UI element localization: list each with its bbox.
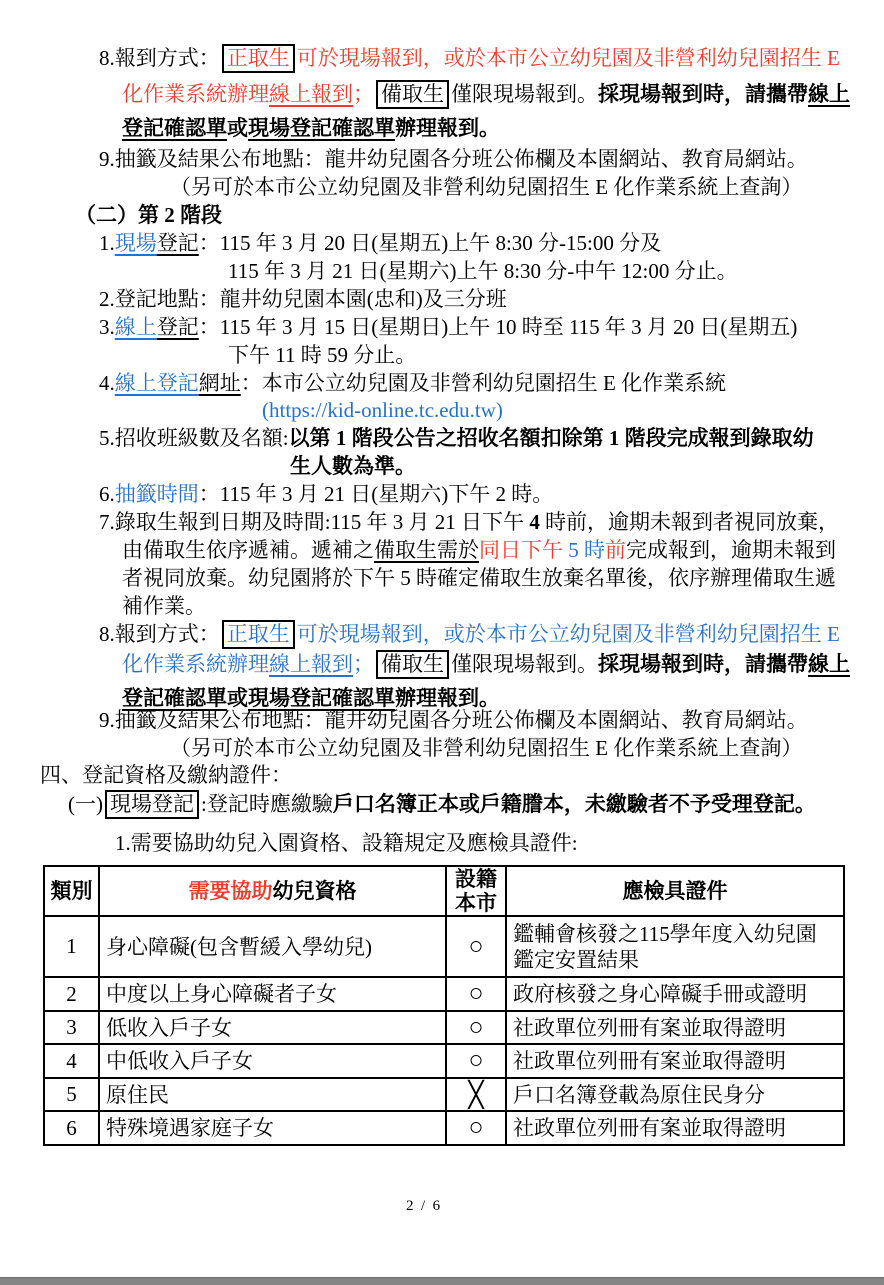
table-body [44,916,844,1145]
table-cell: 低收入戶子女 [99,1011,446,1044]
text-segment: 以第 1 階段公告之招收名額扣除第 1 階段完成報到錄取幼 [288,426,814,450]
text-line [122,593,206,620]
text-line [99,314,797,341]
text-segment: 115 年 3 月 21 日(星期六)上午 8:30 分-中午 12:00 分止。 [228,259,738,283]
text-segment: 戶口名簿正本或戶籍謄本，未繳驗者不予受理登記。 [332,792,816,816]
table-cell: 原住民 [99,1078,446,1111]
text-segment: 3. [99,315,115,339]
text-segment: ：115 年 3 月 21 日(星期六)下午 2 時。 [198,482,554,506]
residency-mark-cell: ○ [446,1044,506,1078]
table-row [44,916,844,977]
text-line [99,230,661,257]
text-line [99,44,840,73]
table-cell: 社政單位列冊有案並取得證明 [506,1111,844,1145]
table-cell: 政府核發之身心障礙手冊或證明 [506,977,844,1011]
text-segment: 登記 [156,231,199,255]
text-segment: 登記確認單 [122,116,227,140]
residency-mark-cell: ╳ [446,1078,506,1111]
table-cell: 社政單位列冊有案並取得證明 [506,1011,844,1044]
residency-mark-cell: ○ [446,916,506,977]
text-segment: 完成報到，逾期未報到 [626,538,836,562]
text-segment: 化作業系統辦理 [122,652,269,676]
boxed-term: 正取生 [222,44,295,73]
table-row [44,1078,844,1111]
text-segment: 四、登記資格及繳納證件： [40,763,292,787]
table-row [44,1044,844,1078]
text-segment: 生人數為準。 [290,454,416,478]
text-segment: 僅限現場報到。 [451,82,598,106]
text-segment: ：115 年 3 月 15 日(星期日)上午 10 時至 115 年 3 月 20 日(星期五) [198,315,798,339]
text-segment: 採現場報到時，請攜帶 [598,82,808,106]
text-segment: 5 時 [568,538,605,562]
text-segment: 現場登記確認單 [248,116,395,140]
text-line [99,481,553,508]
text-line [122,80,850,109]
text-segment: 5.招收班級數及名額: [99,426,289,450]
table-cell: 4 [44,1044,99,1078]
text-line [99,286,507,313]
text-segment: 登記 [156,315,199,339]
table-cell: 特殊境遇家庭子女 [99,1111,446,1145]
boxed-term: 現場登記 [105,790,199,819]
text-segment: 現場 [114,231,157,255]
text-line [99,146,808,173]
text-segment: 需要協助 [188,879,273,903]
boxed-term: 備取生 [376,80,449,109]
text-line [122,565,836,592]
text-segment: 辦理報到。 [395,116,500,140]
text-line [40,762,292,789]
text-segment: 6. [99,482,115,506]
text-segment: 線上登記 [114,371,199,395]
table-cell: 1 [44,916,99,977]
table-row [44,1111,844,1145]
text-segment: 網址 [198,371,241,395]
text-segment: 線上 [114,315,157,339]
text-segment: 現場登記確認單 [248,686,395,710]
table-cell: 鑑輔會核發之115學年度入幼兒園鑑定安置結果 [506,916,844,977]
text-segment: 幼兒資格 [272,879,357,903]
text-segment: 8. [99,46,115,70]
text-segment: 7.錄取生報到日期及時間:115 年 3 月 21 日下午 [99,510,530,534]
text-line [122,115,500,142]
text-segment: 可於現場報到，或於本市公立幼兒園及非營利幼兒園招生 E [296,46,840,70]
text-segment: 者視同放棄。幼兒園將於下午 5 時確定備取生放棄名單後，依序辦理備取生遞 [122,566,836,590]
table-header-cell [446,866,506,916]
text-segment: 1.需要協助幼兒入園資格、設籍規定及應檢具證件: [115,831,578,855]
text-line [99,509,839,536]
text-line [99,370,726,397]
qualification-table [43,865,845,1146]
text-segment: 時前，逾期未報到者視同放棄， [539,510,840,534]
text-segment: 線上 [808,82,850,106]
table-cell: 2 [44,977,99,1011]
text-segment: 8.報到方式： [99,622,220,646]
table-cell: 6 [44,1111,99,1145]
text-segment: 補作業。 [122,594,206,618]
page-number: 2 / 6 [406,1198,441,1214]
text-segment: 或 [227,116,248,140]
text-line [228,258,738,285]
text-segment: 4. [99,371,115,395]
text-segment: 抽籤時間 [114,482,199,506]
table-row [44,1011,844,1044]
text-segment: 9.抽籤及結果公布地點：龍井幼兒園各分班公佈欄及本園網站、教育局網站。 [99,708,808,732]
text-line [99,425,814,452]
text-segment: 由備取生依序遞補。遞補之 [122,538,374,562]
table-cell: 戶口名簿登載為原住民身分 [506,1078,844,1111]
residency-mark-cell: ○ [446,1111,506,1145]
text-line [75,202,222,229]
text-segment: (一) [68,792,103,816]
text-line [115,830,578,857]
boxed-term: 備取生 [376,650,449,679]
text-segment: 僅限現場報到。 [451,652,598,676]
text-segment: 類別 [50,879,93,903]
table-row [44,977,844,1011]
text-segment: 化作業系統辦理 [122,82,269,106]
text-segment: 辦理報到。 [395,686,500,710]
text-segment: ：本市公立幼兒園及非營利幼兒園招生 E 化作業系統 [240,371,727,395]
text-line [122,650,850,679]
text-line [122,537,836,564]
text-segment: 備取生需於 [374,538,479,562]
text-segment: 採現場報到時，請攜帶 [598,652,808,676]
text-segment: 線上報到 [269,82,353,106]
text-segment: 報到方式： [114,46,220,70]
table-header-cell [99,866,446,916]
text-segment: :登記時應繳驗 [201,792,333,816]
text-segment: ：115 年 3 月 20 日(星期五)上午 8:30 分-15:00 分及 [198,231,662,255]
text-segment: 同日下午 [479,538,569,562]
text-line [290,453,416,480]
text-line [99,620,840,649]
text-segment: 應檢具證件 [622,879,728,903]
text-segment: 2.登記地點：龍井幼兒園本園(忠和)及三分班 [99,287,507,311]
text-segment: 登記確認單 [122,686,227,710]
table-cell: 3 [44,1011,99,1044]
text-segment: 前 [605,538,626,562]
text-segment: （二）第 2 階段 [75,203,222,227]
text-segment: 線上報到 [269,652,353,676]
text-segment: 或 [227,686,248,710]
boxed-term: 正取生 [222,620,295,649]
text-line [170,174,802,201]
residency-mark-cell: ○ [446,977,506,1011]
text-segment: 下午 11 時 59 分止。 [228,343,417,367]
table-cell: 5 [44,1078,99,1111]
residency-mark-cell: ○ [446,1011,506,1044]
text-segment: 可於現場報到，或於本市公立幼兒園及非營利幼兒園招生 E [296,622,840,646]
text-line [68,790,816,819]
table-cell: 中度以上身心障礙者子女 [99,977,446,1011]
text-line [99,707,808,734]
text-segment: 設籍本市 [455,867,497,915]
text-segment: 線上 [808,652,850,676]
table-cell: 社政單位列冊有案並取得證明 [506,1044,844,1078]
hyperlink-text-line[interactable] [262,397,503,424]
table-cell: 中低收入戶子女 [99,1044,446,1078]
text-segment: 1. [99,231,115,255]
text-segment: ； [353,652,374,676]
text-segment: （另可於本市公立幼兒園及非營利幼兒園招生 E 化作業系統上查詢） [170,175,803,199]
table-header-cell [44,866,99,916]
table-head [44,866,844,916]
text-segment: ； [353,82,374,106]
table-header-row [44,866,844,916]
text-segment: 9.抽籤及結果公布地點：龍井幼兒園各分班公佈欄及本園網站、教育局網站。 [99,147,808,171]
text-segment: 4 [529,510,540,534]
table-cell: 身心障礙(包含暫緩入學幼兒) [99,916,446,977]
text-segment: （另可於本市公立幼兒園及非營利幼兒園招生 E 化作業系統上查詢） [170,736,803,760]
text-segment: (https://kid-online.tc.edu.tw) [262,398,503,422]
text-line [228,342,416,369]
text-line [170,735,802,762]
table-header-cell [506,866,844,916]
window-bottom-bar [0,1277,884,1285]
